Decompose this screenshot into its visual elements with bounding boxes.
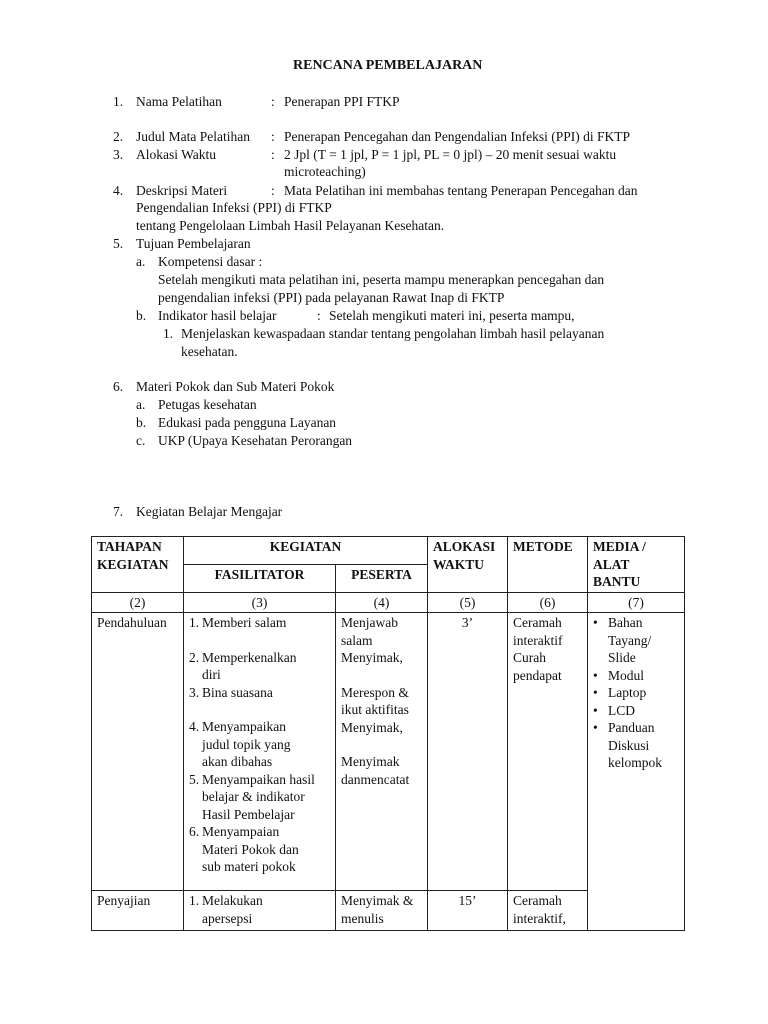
cell-text: salam [341,632,373,648]
item-separator: : [271,129,275,144]
header-media [588,537,685,593]
header-fasilitator: FASILITATOR [184,564,336,592]
sub-text: Menjelaskan kewaspadaan standar tentang pengolahan limbah hasil pelayanan [181,326,605,341]
list-item: • LCD [593,702,636,718]
cell-text: Menyimak & [341,893,414,908]
list-item: 1. Memberi salam [189,615,287,630]
cell-text: Menjawab [341,615,398,630]
list-item: 2. Memperkenalkan diri [189,649,297,682]
sub-text: Petugas kesehatan [158,397,257,412]
cell-text: ikut aktifitas [341,702,409,717]
sub-marker: b. [136,308,147,323]
item-separator: : [271,147,275,162]
table-cell-peserta [336,613,428,891]
item-separator: : [271,183,275,198]
cell-text: Curah [513,650,547,665]
header-metode: METODE [508,537,588,593]
cell-text: interaktif, [513,910,566,926]
sub-text: Setelah mengikuti materi ini, peserta mampu, [329,308,575,323]
sub-text: pengendalian infeksi (PPI) pada pelayanan Rawat Inap di FKTP [158,290,505,305]
table-cell-fasilitator [184,613,336,891]
sub-marker: c. [136,433,146,448]
cell-text: interaktif [513,632,563,648]
header-text: TAHAPAN [97,539,162,554]
sub-label: Indikator hasil belajar [158,308,277,323]
item-label: Materi Pokok dan Sub Materi Pokok [136,379,335,394]
header-text: BANTU [593,574,641,589]
kbm-table [91,536,685,931]
header-tahapan [92,537,184,593]
column-number: (3) [184,592,336,613]
header-text: ALAT [593,556,630,572]
sub-marker: a. [136,254,146,269]
table-cell-metode [508,613,588,891]
cell-text: Menyimak [341,754,400,769]
list-item: 3. Bina suasana [189,684,273,700]
header-text: ALOKASI [433,539,496,554]
sub-marker: b. [136,415,147,430]
item-number: 2. [113,129,124,144]
sub-number: 1. [163,326,174,341]
column-number: (5) [428,592,508,613]
list-item: • Panduan Diskusi kelompok [593,720,663,770]
cell-text: menulis [341,910,384,926]
list-item: 6. Menyampaian Materi Pokok dan sub materi pokok [189,824,299,874]
header-kegiatan: KEGIATAN [184,537,428,565]
item-number: 6. [113,379,124,394]
item-number: 7. [113,504,124,519]
table-cell-tahapan: Penyajian [92,891,184,931]
sub-text: Setelah mengikuti mata pelatihan ini, peserta mampu menerapkan pencegahan dan [158,272,605,287]
list-item: 1. Melakukan apersepsi [189,893,263,926]
sub-text: Edukasi pada pengguna Layanan [158,415,337,430]
table-cell-fasilitator [184,891,336,931]
table-cell-alokasi: 15’ [428,891,508,931]
list-item: • Laptop [593,685,647,700]
header-text: MEDIA / [593,539,646,554]
item-number: 1. [113,94,124,109]
list-item: 4. Menyampaikan judul topik yang akan dibahas [189,719,291,769]
item-value: Mata Pelatihan ini membahas tentang Penerapan Pencegahan dan [284,183,638,198]
list-item: • Modul [593,667,645,683]
item-value: tentang Pengelolaan Limbah Hasil Pelayanan Kesehatan. [136,218,445,233]
sub-marker: a. [136,397,146,412]
item-label: Nama Pelatihan [136,94,222,109]
item-label: Tujuan Pembelajaran [136,236,251,251]
column-number: (7) [588,592,685,613]
sub-text: kesehatan. [181,344,238,359]
table-cell-peserta [336,891,428,931]
cell-text: Menyimak, [341,650,403,665]
item-label: Kegiatan Belajar Mengajar [136,504,283,519]
cell-text: Menyimak, [341,719,403,735]
item-separator: : [271,94,275,109]
item-separator: : [317,308,321,323]
list-item: • Bahan Tayang/ Slide [593,615,652,665]
item-value: Pengendalian Infeksi (PPI) di FTKP [136,200,332,215]
table-cell-tahapan: Pendahuluan [92,613,184,891]
sub-label: Kompetensi dasar : [158,254,263,269]
item-number: 3. [113,147,124,162]
header-alokasi [428,537,508,593]
column-number: (2) [92,592,184,613]
header-peserta: PESERTA [336,564,428,592]
cell-text: Merespon & [341,684,409,700]
cell-text: danmencatat [341,771,410,787]
table-cell-metode [508,891,588,931]
item-value: Penerapan Pencegahan dan Pengendalian Infeksi (PPI) di FKTP [284,129,631,144]
item-value: 2 Jpl (T = 1 jpl, P = 1 jpl, PL = 0 jpl) – 20 menit sesuai waktu [284,147,617,162]
item-value: microteaching) [284,164,366,179]
item-label: Deskripsi Materi [136,183,228,198]
header-text: KEGIATAN [97,556,169,572]
cell-text: Ceramah [513,893,562,908]
sub-text: UKP (Upaya Kesehatan Perorangan [158,433,353,448]
item-label: Judul Mata Pelatihan [136,129,250,144]
cell-text: pendapat [513,667,562,683]
table-cell-media [588,613,685,931]
header-text: WAKTU [433,556,485,572]
document-title: RENCANA PEMBELAJARAN [293,58,483,73]
column-number: (4) [336,592,428,613]
table-cell-alokasi: 3’ [428,613,508,891]
list-item: 5. Menyampaikan hasil belajar & indikator Hasil Pembelajar [189,771,315,822]
item-number: 4. [113,183,124,198]
item-value: Penerapan PPI FTKP [284,94,400,109]
column-number: (6) [508,592,588,613]
item-number: 5. [113,236,124,251]
cell-text: Ceramah [513,615,562,630]
item-label: Alokasi Waktu [136,147,217,162]
